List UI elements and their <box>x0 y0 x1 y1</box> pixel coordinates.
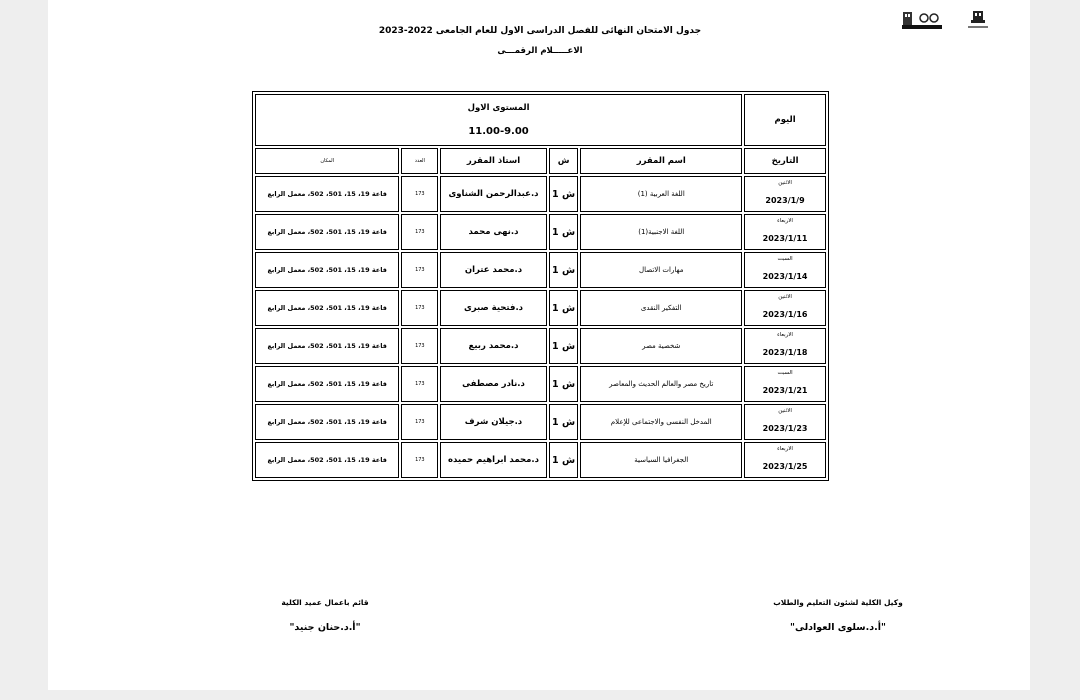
section: ش 1 <box>549 328 579 364</box>
document-title: جدول الامتحان النهائى للفصل الدراسى الاول للعام الجامعى 2022-2023 <box>378 26 702 36</box>
section: ش 1 <box>549 214 579 250</box>
course-teacher: د.نهى محمد <box>440 214 546 250</box>
table-row <box>255 442 826 478</box>
course-name: التفكير النقدى <box>580 290 742 326</box>
signature-name: "أ.د.سلوى العوادلى" <box>790 622 886 633</box>
exam-place: قاعة 19، 15، 501، 502، معمل الرابع <box>255 366 399 402</box>
level-header <box>255 94 742 146</box>
exam-time: 11.00-9.00 <box>468 126 529 137</box>
column-header-place: المكان <box>255 148 399 174</box>
course-teacher: د.محمد ربيع <box>440 328 546 364</box>
exam-place: قاعة 19، 15، 501، 502، معمل الرابع <box>255 214 399 250</box>
column-header-row <box>255 148 826 174</box>
exam-place: قاعة 19، 15، 501، 502، معمل الرابع <box>255 442 399 478</box>
day-name: الاربعاء <box>777 445 793 452</box>
table-row <box>255 290 826 326</box>
table-row <box>255 404 826 440</box>
course-teacher: د.نادر مصطفى <box>440 366 546 402</box>
exam-date: 2023/1/14 <box>762 271 808 281</box>
section: ش 1 <box>549 404 579 440</box>
exam-place: قاعة 19، 15، 501، 502، معمل الرابع <box>255 252 399 288</box>
table-row <box>255 214 826 250</box>
vice-dean-signature <box>748 597 928 634</box>
table-row <box>255 176 826 212</box>
day-name: الاربعاء <box>777 217 793 224</box>
student-count: 173 <box>401 214 438 250</box>
exam-date: 2023/1/16 <box>762 309 808 319</box>
signature-title: وكيل الكلية لشئون التعليم والطلاب <box>773 598 903 607</box>
date-cell <box>744 328 826 364</box>
table-header-row <box>255 94 826 146</box>
course-name: مهارات الاتصال <box>580 252 742 288</box>
course-name: اللغة العربية (1) <box>580 176 742 212</box>
column-header-count: العدد <box>401 148 438 174</box>
course-teacher: د.عبدالرحمن الشناوى <box>440 176 546 212</box>
student-count: 173 <box>401 404 438 440</box>
course-name: شخصية مصر <box>580 328 742 364</box>
table-row <box>255 366 826 402</box>
student-count: 173 <box>401 366 438 402</box>
date-cell <box>744 214 826 250</box>
university-logo <box>901 9 943 35</box>
column-header-date: التاريخ <box>744 148 826 174</box>
day-name: السبت <box>777 369 793 376</box>
day-name: الاثنين <box>778 407 792 414</box>
course-teacher: د.محمد ابراهيم حميده <box>440 442 546 478</box>
table-row <box>255 252 826 288</box>
column-header-section: ش <box>549 148 579 174</box>
exam-date: 2023/1/23 <box>762 423 808 433</box>
course-name: تاريخ مصر والعالم الحديث والمعاصر <box>580 366 742 402</box>
course-name: المدخل النفسى والاجتماعى للإعلام <box>580 404 742 440</box>
date-cell <box>744 442 826 478</box>
course-teacher: د.جيلان شرف <box>440 404 546 440</box>
exam-place: قاعة 19، 15، 501، 502، معمل الرابع <box>255 290 399 326</box>
course-teacher: د.فتحية صبرى <box>440 290 546 326</box>
date-cell <box>744 252 826 288</box>
exam-schedule-table <box>252 91 829 481</box>
date-cell <box>744 404 826 440</box>
exam-date: 2023/1/18 <box>762 347 808 357</box>
faculty-logo <box>965 9 991 35</box>
dean-signature <box>235 597 415 634</box>
signature-name: "أ.د.حنان جنيد" <box>289 622 361 633</box>
column-header-course: اسم المقرر <box>580 148 742 174</box>
section: ش 1 <box>549 366 579 402</box>
day-name: الاربعاء <box>777 331 793 338</box>
day-name: السبت <box>777 255 793 262</box>
exam-place: قاعة 19، 15، 501، 502، معمل الرابع <box>255 176 399 212</box>
exam-date: 2023/1/25 <box>762 461 808 471</box>
signature-title: قائم باعمال عميد الكلية <box>281 598 369 607</box>
exam-place: قاعة 19، 15، 501، 502، معمل الرابع <box>255 404 399 440</box>
day-header: اليوم <box>744 94 826 146</box>
course-name: الجغرافيا السياسية <box>580 442 742 478</box>
table-row <box>255 328 826 364</box>
level-label: المستوى الاول <box>467 103 530 113</box>
date-cell <box>744 176 826 212</box>
section: ش 1 <box>549 442 579 478</box>
exam-date: 2023/1/9 <box>765 195 805 205</box>
date-cell <box>744 366 826 402</box>
date-cell <box>744 290 826 326</box>
course-teacher: د.محمد عتران <box>440 252 546 288</box>
department-name: الاعـــــلام الرقمـــى <box>497 46 583 56</box>
day-name: الاثنين <box>778 179 792 186</box>
student-count: 173 <box>401 328 438 364</box>
exam-date: 2023/1/21 <box>762 385 808 395</box>
student-count: 173 <box>401 176 438 212</box>
student-count: 173 <box>401 442 438 478</box>
section: ش 1 <box>549 252 579 288</box>
day-name: الاثنين <box>778 293 792 300</box>
exam-place: قاعة 19، 15، 501، 502، معمل الرابع <box>255 328 399 364</box>
section: ش 1 <box>549 290 579 326</box>
column-header-teacher: استاذ المقرر <box>440 148 546 174</box>
section: ش 1 <box>549 176 579 212</box>
course-name: اللغة الاجنبية(1) <box>580 214 742 250</box>
student-count: 173 <box>401 252 438 288</box>
student-count: 173 <box>401 290 438 326</box>
exam-date: 2023/1/11 <box>762 233 808 243</box>
